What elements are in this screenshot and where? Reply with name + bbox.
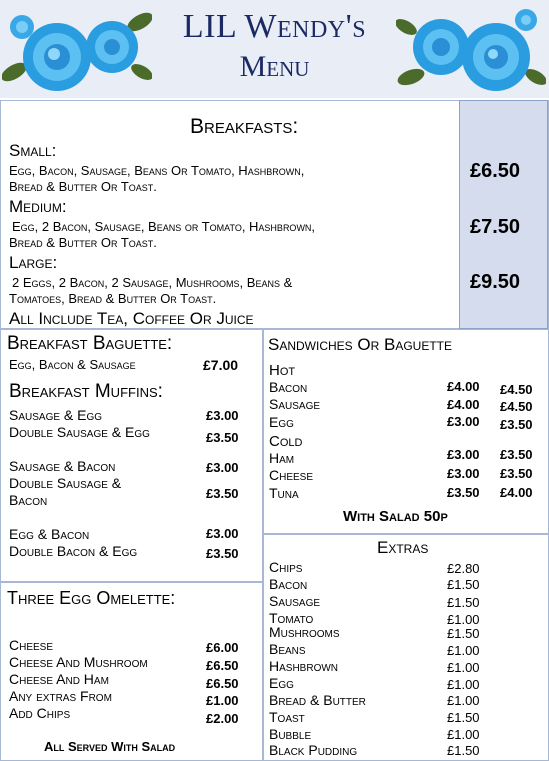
extras-item: Black Pudding xyxy=(269,742,358,758)
omelette-footer: All Served With Salad xyxy=(44,739,176,754)
muffin-item: Double Sausage & xyxy=(9,475,122,491)
large-price: £9.50 xyxy=(470,271,521,293)
extras-item: Bread & Butter xyxy=(269,692,366,708)
sandwich-price-large: £4.50 xyxy=(500,382,533,397)
extras-item: Beans xyxy=(269,641,306,657)
sandwich-price-large: £3.50 xyxy=(500,417,533,432)
extras-item: Sausage xyxy=(269,593,321,609)
sandwich-item: Egg xyxy=(269,414,294,430)
medium-label: Medium: xyxy=(9,197,67,216)
muffin-price: £3.00 xyxy=(206,526,239,541)
muffin-item-continued: Bacon xyxy=(9,492,48,508)
extras-price: £1.50 xyxy=(447,595,480,610)
sandwich-item: Sausage xyxy=(269,396,321,412)
sandwiches-footer: With Salad 50p xyxy=(343,508,448,525)
extras-item: Chips xyxy=(269,559,303,575)
extras-price: £1.00 xyxy=(447,660,480,675)
extras-item: Bubble xyxy=(269,726,312,742)
extras-price: £1.00 xyxy=(447,727,480,742)
large-description-2: Tomatoes, Bread & Butter Or Toast. xyxy=(9,291,217,306)
extras-price: £1.00 xyxy=(447,643,480,658)
large-description-1: 2 Eggs, 2 Bacon, 2 Sausage, Mushrooms, Beans & xyxy=(12,275,293,290)
muffin-item: Sausage & Bacon xyxy=(9,458,116,474)
omelette-item: Add Chips xyxy=(9,705,71,721)
muffin-item: Sausage & Egg xyxy=(9,407,103,423)
extras-item: Bacon xyxy=(269,576,308,592)
omelette-item: Cheese And Ham xyxy=(9,671,109,687)
page-subtitle: Menu xyxy=(239,50,310,83)
muffin-price: £3.50 xyxy=(206,546,239,561)
sandwich-item: Bacon xyxy=(269,379,308,395)
sandwich-price-small: £4.00 xyxy=(447,397,480,412)
sandwich-price-small: £3.00 xyxy=(447,447,480,462)
sandwich-price-small: £3.50 xyxy=(447,485,480,500)
muffin-price: £3.50 xyxy=(206,486,239,501)
extras-heading: Extras xyxy=(377,538,429,557)
breakfasts-heading: Breakfasts: xyxy=(190,115,299,138)
medium-description-1: Egg, 2 Bacon, Sausage, Beans or Tomato, Hashbrown, xyxy=(12,219,316,234)
small-price: £6.50 xyxy=(470,160,521,182)
omelette-heading: Three Egg Omelette: xyxy=(7,588,176,608)
small-description-2: Bread & Butter Or Toast. xyxy=(9,179,157,194)
extras-price: £1.50 xyxy=(447,577,480,592)
omelette-price: £6.50 xyxy=(206,676,239,691)
omelette-item: Cheese xyxy=(9,637,54,653)
baguette-heading: Breakfast Baguette: xyxy=(7,333,173,354)
extras-price: £1.50 xyxy=(447,710,480,725)
extras-price: £1.00 xyxy=(447,693,480,708)
small-label: Small: xyxy=(9,141,57,160)
medium-description-2: Bread & Butter Or Toast. xyxy=(9,235,157,250)
blue-roses-icon xyxy=(396,2,546,96)
extras-price: £1.50 xyxy=(447,626,480,641)
breakfasts-footer: All Include Tea, Coffee Or Juice xyxy=(9,309,254,328)
cold-label: Cold xyxy=(269,433,303,450)
omelette-item: Any extras From xyxy=(9,688,112,704)
extras-price: £1.50 xyxy=(447,743,480,758)
small-description-1: Egg, Bacon, Sausage, Beans Or Tomato, Hashbrown, xyxy=(9,163,305,178)
muffin-price: £3.50 xyxy=(206,430,239,445)
sandwich-price-large: £3.50 xyxy=(500,466,533,481)
menu-header xyxy=(0,0,549,98)
sandwich-price-small: £3.00 xyxy=(447,414,480,429)
omelette-price: £6.00 xyxy=(206,640,239,655)
muffin-item: Double Sausage & Egg xyxy=(9,424,150,440)
omelette-price: £1.00 xyxy=(206,693,239,708)
extras-item: Tomato xyxy=(269,610,314,626)
muffin-item: Egg & Bacon xyxy=(9,526,90,542)
extras-item: Toast xyxy=(269,709,305,725)
baguette-item: Egg, Bacon & Sausage xyxy=(9,357,136,372)
sandwich-item: Tuna xyxy=(269,485,299,501)
baguette-price: £7.00 xyxy=(203,357,239,373)
large-label: Large: xyxy=(9,253,58,272)
extras-price: £2.80 xyxy=(447,561,480,576)
sandwiches-heading: Sandwiches Or Baguette xyxy=(268,335,453,354)
sandwich-price-small: £4.00 xyxy=(447,379,480,394)
muffins-heading: Breakfast Muffins: xyxy=(9,381,163,402)
hot-label: Hot xyxy=(269,362,296,379)
breakfast-price-column xyxy=(459,100,548,329)
extras-item: Egg xyxy=(269,675,294,691)
sandwich-price-large: £3.50 xyxy=(500,447,533,462)
muffin-price: £3.00 xyxy=(206,460,239,475)
omelette-price: £6.50 xyxy=(206,658,239,673)
page-title: LIL Wendy's xyxy=(182,8,367,45)
sandwich-price-large: £4.50 xyxy=(500,399,533,414)
muffin-item: Double Bacon & Egg xyxy=(9,543,138,559)
muffin-price: £3.00 xyxy=(206,408,239,423)
sandwich-item: Cheese xyxy=(269,467,314,483)
omelette-item: Cheese And Mushroom xyxy=(9,654,148,670)
sandwich-price-small: £3.00 xyxy=(447,466,480,481)
extras-price: £1.00 xyxy=(447,677,480,692)
extras-item: Mushrooms xyxy=(269,624,340,640)
omelette-price: £2.00 xyxy=(206,711,239,726)
extras-item: Hashbrown xyxy=(269,658,339,674)
sandwich-price-large: £4.00 xyxy=(500,485,533,500)
medium-price: £7.50 xyxy=(470,216,521,238)
extras-price: £1.00 xyxy=(447,612,480,627)
sandwich-item: Ham xyxy=(269,450,295,466)
